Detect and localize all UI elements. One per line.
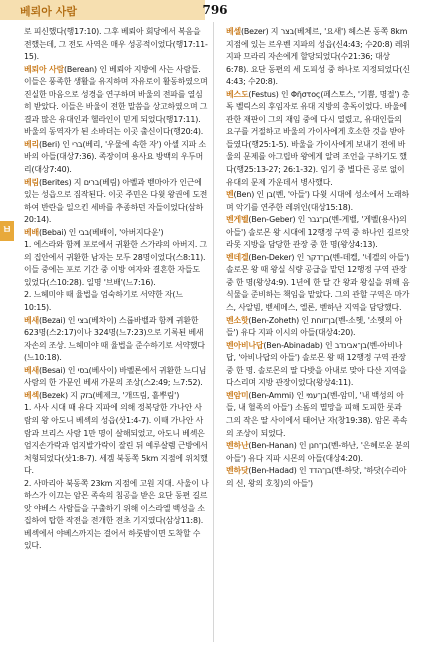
- entry-text: (Bebai) 인 בבי(베배이, '아버지다운'): [38, 227, 164, 237]
- dictionary-entry: [226, 340, 411, 390]
- right-column: [226, 26, 411, 490]
- dictionary-entry: [24, 478, 209, 553]
- entry-headword: 벤하닷: [226, 466, 249, 476]
- dictionary-entry: [24, 289, 209, 314]
- entry-text: (Ben-Zoheth) 인 בן־זוחת(벤-소헷, '소헷의 아들') 유다 지파 이시의 아들(대상4:20).: [226, 315, 403, 338]
- entry-headword: 베섹: [24, 390, 39, 400]
- entry-headword: 베배: [24, 227, 39, 237]
- entry-headword: 벤하난: [226, 441, 249, 451]
- running-head: 베뢰아 사람: [20, 5, 77, 18]
- dictionary-entry: [226, 214, 411, 252]
- dictionary-entry: [24, 402, 209, 477]
- entry-headword: 벤데겔: [226, 252, 249, 262]
- entry-headword: 벤소핫: [226, 315, 249, 325]
- entry-headword: 벤게벨: [226, 215, 249, 225]
- entry-text: (Ben-Abinadab) 인 בן־אבינדב(벤-아비나답, '아비나답의 아들') 솔로몬 왕 때 12행정 구역 관장 중 한 명. 솔로몬의 딸 다밧을 아내로 맞아 다산 지역을 다스리며 지방 관장이었다(왕상4:11).: [226, 340, 407, 388]
- entry-text: (Berites) 지 ברים(베림) 아벨과 벧마아가 인근에 있는 성읍으로 짐작된다. 이곳 주민은 다윗 왕권에 도전하여 반란을 일으킨 세바를 추종하던 자들이었다(삼하20:14).: [24, 177, 208, 225]
- entry-text: (Ben-Hadad) 인 בן־הדד(벤-하닷, '하닷(수리아의 신, 왕의 호칭)의 아들'): [226, 466, 407, 488]
- entry-text: (Besai) 인 בסי(베사이) 바벨론에서 귀환한 느디님 사람의 한 가문인 베새 가문의 조상(스2:49; 느7:52).: [24, 365, 207, 388]
- page-number: 796: [202, 3, 228, 17]
- entry-headword: 베새: [24, 365, 39, 375]
- entry-text: 로 피신했다(행17:10). 그후 베뢰아 회당에서 복음을 전했는데, 그 전도 사역은 매우 성공적이었다(행17:11-15).: [24, 27, 208, 62]
- dictionary-entry: [226, 252, 411, 315]
- page-header: [0, 0, 430, 20]
- dictionary-entry: [226, 440, 411, 465]
- dictionary-entry: [24, 227, 209, 240]
- dictionary-entry: [24, 315, 209, 365]
- entry-text: 2. 사마리아 북동쪽 23km 지점에 고원 지대. 사울이 나하스가 이끄는 암몬 족속의 침공을 받은 요단 동편 길르앗 야베스 사람들을 구출하기 위해 이스라엘 백성을 소집하여 탑한 작전을 전개한 전초 기지였다(삼상11:8). 베섹에서 야베스까지는 걸어서 하룻밤이면 도착할 수 있다.: [24, 478, 209, 551]
- entry-text: (Ben-Geber) 인 בן־גבר(벤-게벨, '게벨(용사)의 아들') 솔로몬 왕 시대에 12행정 구역 중 하나인 길르앗 라못 지방을 담당한 관장 중 한 명(왕상4:13).: [226, 215, 410, 250]
- dictionary-entry: [226, 315, 411, 340]
- entry-text: (Beri) 인 ברי(베리, '우물에 속한 자') 아셀 지파 소바의 아들(대상7:36). 족장이며 용사요 방백의 우두머리(대상7:40).: [24, 139, 206, 175]
- entry-headword: 벤: [226, 190, 234, 200]
- entry-text: (Bezek) 지 בזק(베제크, '개뜨림, 흩뿌림'): [38, 390, 180, 400]
- dictionary-entry: [24, 365, 209, 390]
- entry-text: (Berean) 인 베뢰아 지방에 사는 사람들. 이들은 풍족한 생활을 유지하며 자유로이 활동하였으며 진실한 마음으로 성경을 연구하며 바울의 전파를 열심히 받았다. 이들은 바울이 전한 말씀을 상고하였으며 그 결과 많은 유대인과 헬라인이 믿게 되었다(행17:11). 바울의 동역자가 된 소바더는 이곳 출신이다(행20:4).: [24, 64, 208, 137]
- entry-headword: 베셀: [226, 27, 241, 36]
- entry-headword: 베스도: [226, 89, 249, 99]
- column-divider: [213, 22, 214, 642]
- entry-headword: 베뢰아 사람: [24, 64, 64, 74]
- entry-headword: 벤암미: [226, 390, 249, 400]
- dictionary-entry: [226, 189, 411, 214]
- entry-text: (Ben-Hanan) 인 בן־חנן(벤-하난, '은혜로운 분의 아들') 유다 지파 시몬의 아들(대상4:20).: [226, 441, 410, 463]
- dictionary-entry: [226, 26, 411, 89]
- dictionary-entry: [226, 390, 411, 440]
- dictionary-entry: [24, 177, 209, 227]
- entry-text: (Festus) 인 Φῆστος(페스토스, '기쁨, 명절') 총독 벨릭스의 후임자로 유대 지방의 총독이었다. 바울에 관한 재판이 그의 재임 중에 다시 열렸고, 유대인들의 요구를 거절하고 바울의 가이사에게 호소한 것을 받아들였다(행25:1-5). 바울을 가이사에게 보내기 전에 바울의 문제를 아그립바 왕에게 알려 조언을 구하기도 했다(행25:13-27; 26:1-32). 임기 중 별다른 공로 없이 유대의 문제 가운데서 병사했다.: [226, 89, 410, 187]
- dictionary-entry: [24, 239, 209, 289]
- entry-text: (Ben) 인 בן(벤, '아들') 다윗 시대에 성소에서 노래하며 악기를 연주한 레위인(대상15:18).: [226, 190, 409, 212]
- entry-text: 1. 에스라와 함께 포로에서 귀환한 스가랴의 아버지. 그의 집안에서 귀환한 남자는 모두 28명이었다(스8:11). 이들 중에는 포로 기간 중 이방 여자와 결혼한 자들도 있었다(스10:28). 일명 '브배'(느7:16).: [24, 240, 208, 287]
- left-column: [24, 26, 209, 553]
- dictionary-entry: [24, 390, 209, 403]
- entry-headword: 베새: [24, 315, 39, 325]
- entry-text: (Ben-Ammi) 인 בן־עמי(벤-암미, '내 백성의 아들, 내 혈족의 아들') 소돔의 멸망을 피해 도피한 롯과 그의 작은 딸 사이에서 태어난 자(창19:38). 암몬 족속의 조상이 되었다.: [226, 390, 408, 438]
- entry-headword: 벤아비나답: [226, 340, 264, 350]
- entry-text: (Bezer) 지 בצר(베체르, '요새') 헤스본 동쪽 8km 지점에 있는 르우벤 지파의 성읍(신4:43; 수20:8) 레위 지파 므라리 자손에게 할당되었다(수21:36; 대상6:78). 요단 동편의 세 도피성 중 하나로 지정되었다(신4:43; 수20:8).: [226, 27, 410, 87]
- dictionary-entry: [226, 465, 411, 490]
- entry-headword: 베리: [24, 139, 39, 149]
- entry-headword: 베림: [24, 177, 39, 187]
- entry-text: (Ben-Deker) 인 בן־דקר(벤-데켈, '네겔의 아들') 솔로몬 왕 때 왕실 식량 공급을 맡던 12행정 구역 관장 중 한 명(왕상4:9). 1년에 한 달 간 왕과 왕실을 위해 음식물을 준비하는 책임을 맡았다. 그의 관할 구역은 마가스, 사알빔, 벧세메스, 엘론, 벧하난 지역을 담당했다.: [226, 252, 410, 313]
- entry-text: 1. 사사 시대 때 유다 지파에 의해 정복당한 가나안 사람의 왕 아도니 베섹의 성읍(삿1:4-7). 이때 가나안 사람과 브리스 사람 1만 명이 살해되었고, 아도니 베섹은 엄지손가락과 엄지발가락이 잘린 뒤 예루살렘 근방에서 처형되었다(삿1:8-7). 세겜 북동쪽 5km 지점에 위치했다.: [24, 403, 208, 476]
- dictionary-entry: [24, 26, 209, 64]
- section-thumb-tab[interactable]: ㅂ: [0, 221, 14, 241]
- entry-text: 2. 느헤미야 때 율법을 엄숙하기로 서약한 자(느10:15).: [24, 290, 183, 313]
- dictionary-entry: [24, 64, 209, 139]
- dictionary-entry: [226, 89, 411, 189]
- entry-text: (Bezai) 인 בצי(베차이) 스룹바벨과 함께 귀환한 623명(스2:17)이나 324명(느7:23)으로 기록된 베새 자손의 조상. 느헤미야 때 율법을 준수하기로 서약했다(느10:18).: [24, 315, 205, 363]
- dictionary-entry: [24, 139, 209, 177]
